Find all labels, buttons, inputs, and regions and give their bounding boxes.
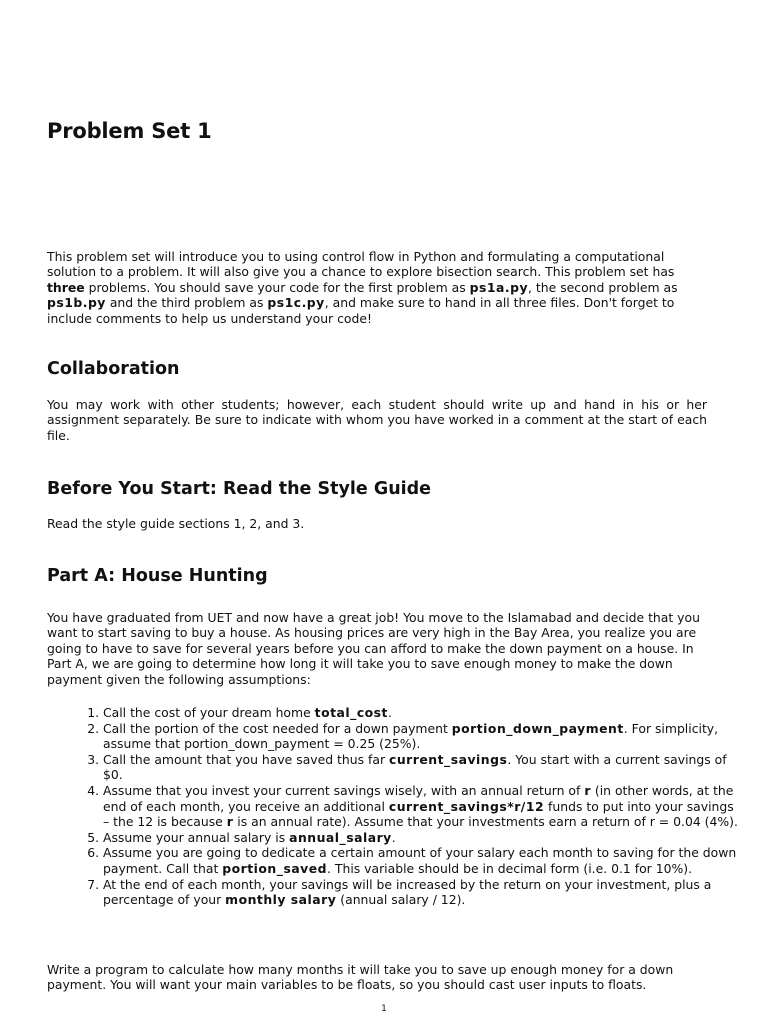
collaboration-heading: Collaboration	[47, 359, 180, 379]
list-item	[103, 877, 743, 908]
page-number: 1	[381, 1004, 387, 1014]
variable-r: r	[226, 814, 234, 830]
list-item-text: . This variable should be in decimal form (i.e. 0.1 for 10%).	[327, 860, 693, 876]
style-guide-heading: Before You Start: Read the Style Guide	[47, 479, 432, 499]
list-item-text: Call the amount that you have saved thus far	[103, 751, 389, 767]
list-item-text: .	[387, 705, 392, 720]
term-monthly-salary: monthly salary	[225, 892, 337, 908]
list-item	[103, 845, 743, 876]
list-item-text: Assume you are going to dedicate a certain amount of your salary each month to saving for the down payment. Call that	[103, 845, 737, 876]
variable-total-cost: total_cost	[314, 705, 388, 720]
intro-text: This problem set will introduce you to using control flow in Python and formulating a computational solution to a problem. It will also give you a chance to explore bisection search. This problem set has	[47, 249, 675, 280]
closing-paragraph: Write a program to calculate how many months it will take you to save up enough money for a down payment. You will want your main variables to be floats, so you should cast user inputs to floats.	[47, 962, 674, 993]
list-item	[103, 752, 743, 783]
variable-annual-salary: annual_salary	[289, 829, 392, 845]
list-item	[103, 830, 743, 846]
intro-bold-three: three	[47, 279, 85, 295]
list-item-text: funds to put into your savings – the 12 is because	[103, 798, 734, 830]
intro-paragraph	[47, 249, 707, 326]
list-item-text: (in other words, at the end of each month, you receive an additional	[103, 782, 734, 814]
list-item-text: Assume your annual salary is	[103, 829, 290, 845]
list-item-text: At the end of each month, your savings will be increased by the return on your investment, plus a percentage of your	[103, 876, 712, 908]
list-item-text: (annual salary / 12).	[336, 892, 466, 908]
style-guide-paragraph: Read the style guide sections 1, 2, and 3.	[47, 516, 305, 531]
list-item	[103, 721, 743, 752]
list-item-text: . You start with a current savings of $0.	[103, 751, 727, 783]
intro-text: , and make sure to hand in all three files. Don't forget to include comments to help us understand your code!	[47, 295, 675, 326]
list-item-text: is an annual rate). Assume that your investments earn a return of r = 0.04 (4%).	[233, 814, 738, 830]
intro-text: and the third problem as	[105, 295, 268, 311]
page-title: Problem Set 1	[47, 119, 212, 143]
intro-text: , the second problem as	[528, 279, 678, 295]
expression-monthly-return: current_savings*r/12	[388, 798, 545, 814]
list-item	[103, 783, 743, 830]
list-item-text: Call the cost of your dream home	[103, 705, 315, 720]
list-item-text: . For simplicity, assume that portion_down_payment = 0.25 (25%).	[103, 720, 719, 752]
filename-ps1a: ps1a.py	[469, 279, 529, 295]
filename-ps1c: ps1c.py	[267, 295, 325, 311]
variable-current-savings: current_savings	[389, 751, 508, 767]
collaboration-paragraph: You may work with other students; however, each student should write up and hand in his or her assignment separately. Be sure to indicate with whom you have worked in a comment at the start of each file.	[47, 397, 707, 443]
intro-text: problems. You should save your code for the first problem as	[84, 279, 470, 295]
list-item-text: Assume that you invest your current savings wisely, with an annual return of	[103, 782, 585, 798]
part-a-paragraph: You have graduated from UET and now have a great job! You move to the Islamabad and decide that you want to start saving to buy a house. As housing prices are very high in the Bay Area, you realize you are going to have to save for several years before you can afford to make the down payment on a house. In Part A, we are going to determine how long it will take you to save enough money to make the down payment given the following assumptions:	[47, 610, 700, 687]
part-a-heading: Part A: House Hunting	[47, 566, 268, 586]
list-item	[103, 705, 743, 721]
filename-ps1b: ps1b.py	[47, 295, 106, 311]
variable-portion-saved: portion_saved	[222, 860, 328, 876]
list-item-text: .	[391, 829, 396, 845]
assumptions-list	[47, 705, 743, 908]
variable-r: r	[584, 782, 591, 798]
variable-portion-down-payment: portion_down_payment	[451, 720, 624, 736]
list-item-text: Call the portion of the cost needed for a down payment	[103, 720, 452, 736]
